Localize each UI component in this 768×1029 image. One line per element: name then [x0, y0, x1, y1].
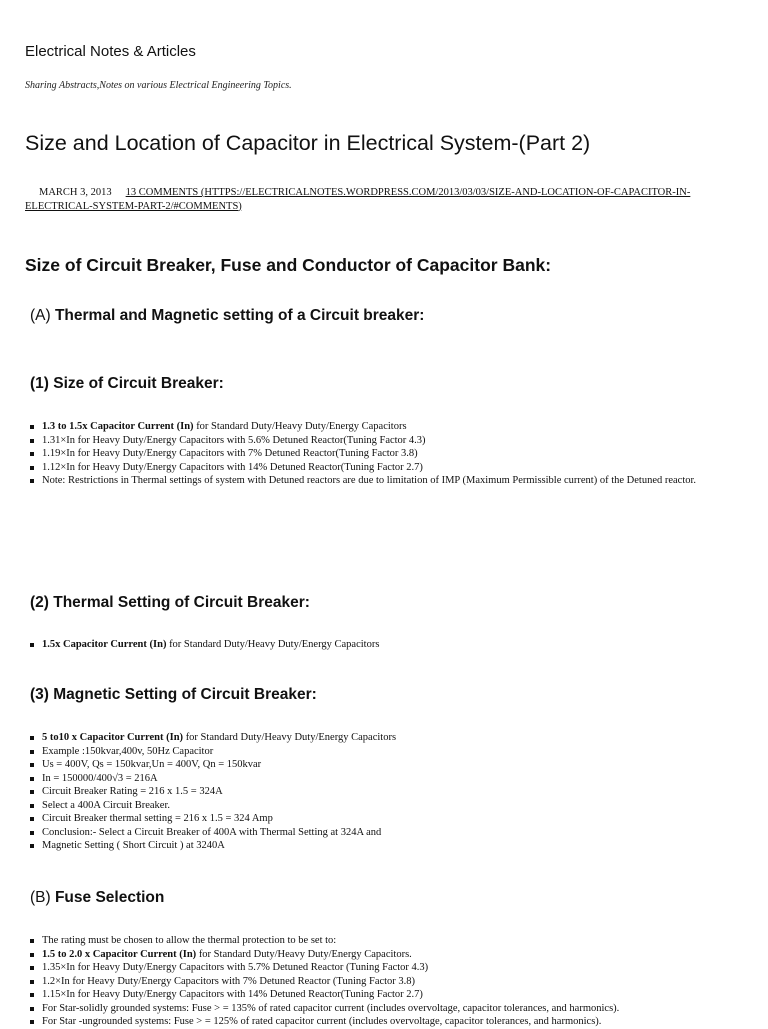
list-item	[28, 934, 728, 948]
list-item	[28, 812, 728, 826]
list-item	[28, 948, 728, 962]
list-item	[28, 745, 728, 759]
list-item-text: for Standard Duty/Heavy Duty/Energy Capacitors	[193, 421, 407, 432]
post-title: Size and Location of Capacitor in Electrical System-(Part 2)	[25, 131, 591, 155]
list-item-text: The rating must be chosen to allow the thermal protection to be set to:	[42, 935, 337, 946]
post-date: MARCH 3, 2013	[39, 187, 112, 198]
list-item	[28, 772, 728, 786]
list-item-text: For Star-solidly grounded systems: Fuse > = 135% of rated capacitor current (includes overvoltage, capacitor tolerances, and harmonics).	[42, 1002, 620, 1014]
list-item-text: Magnetic Setting ( Short Circuit ) at 3240A	[42, 840, 225, 851]
list-item-text: for Standard Duty/Heavy Duty/Energy Capacitors	[183, 732, 397, 743]
main-heading: Size of Circuit Breaker, Fuse and Conductor of Capacitor Bank:	[25, 255, 552, 275]
list-item	[28, 975, 728, 989]
list-item-emphasis: 1.3 to 1.5x Capacitor Current (In)	[42, 421, 194, 432]
sub2-list	[28, 638, 728, 652]
list-item-text: Circuit Breaker Rating = 216 x 1.5 = 324A	[42, 786, 223, 797]
site-tagline: Sharing Abstracts,Notes on various Electrical Engineering Topics.	[25, 80, 292, 91]
list-item-emphasis: 1.5 to 2.0 x Capacitor Current (In)	[42, 948, 197, 960]
list-item-text: 1.31×In for Heavy Duty/Energy Capacitors with 5.6% Detuned Reactor(Tuning Factor 4.3)	[42, 434, 426, 446]
list-item	[28, 799, 728, 813]
sub2-heading: (2) Thermal Setting of Circuit Breaker:	[30, 594, 310, 611]
list-item-emphasis: 5 to10 x Capacitor Current (In)	[42, 732, 184, 743]
list-item	[28, 638, 728, 652]
list-item-text: Select a 400A Circuit Breaker.	[42, 799, 171, 811]
list-item	[28, 447, 728, 461]
list-item	[28, 434, 728, 448]
list-item-text: Example :150kvar,400v, 50Hz Capacitor	[42, 745, 214, 757]
list-item-text: for Standard Duty/Heavy Duty/Energy Capacitors	[166, 639, 380, 650]
list-item-text: Conclusion:- Select a Circuit Breaker of 400A with Thermal Setting at 324A and	[42, 826, 382, 838]
sub1-list	[28, 420, 728, 488]
list-item-text: 1.2×In for Heavy Duty/Energy Capacitors with 7% Detuned Reactor (Tuning Factor 3.8)	[42, 975, 416, 987]
sub3-heading: (3) Magnetic Setting of Circuit Breaker:	[30, 686, 317, 703]
list-item	[28, 474, 728, 488]
list-item	[28, 826, 728, 840]
list-item-text: for Standard Duty/Heavy Duty/Energy Capacitors.	[196, 948, 412, 960]
list-item-emphasis: 1.5x Capacitor Current (In)	[42, 639, 167, 650]
section-a-title: Thermal and Magnetic setting of a Circuit breaker:	[54, 307, 425, 324]
comments-link[interactable]: 13 COMMENTS (HTTPS://ELECTRICALNOTES.WORDPRESS.COM/2013/03/03/SIZE-AND-LOCATION-OF-CAPACITOR-IN-ELECTRICAL-SYSTEM-PART-2/#COMMENTS)	[25, 187, 691, 212]
list-item	[28, 839, 728, 853]
section-b-title: Fuse Selection	[54, 889, 165, 906]
list-item-text: For Star -ungrounded systems: Fuse > = 125% of rated capacitor current (includes overvoltage, capacitor tolerances, and harmonics).	[42, 1016, 602, 1027]
sub3-list	[28, 731, 728, 853]
site-title[interactable]: Electrical Notes & Articles	[25, 43, 196, 60]
list-item-text: Us = 400V, Qs = 150kvar,Un = 400V, Qn = 150kvar	[42, 759, 262, 770]
section-a-heading	[30, 307, 424, 325]
list-item	[28, 785, 728, 799]
list-item-text: Note: Restrictions in Thermal settings of system with Detuned reactors are due to limitation of IMP (Maximum Permissible current) of the Detuned reactor.	[42, 475, 697, 486]
list-item-text: 1.19×In for Heavy Duty/Energy Capacitors with 7% Detuned Reactor(Tuning Factor 3.8)	[42, 448, 418, 459]
section-b-prefix: (B)	[30, 889, 55, 906]
section-b-heading	[30, 889, 164, 907]
post-meta	[25, 186, 743, 213]
list-item-text: In = 150000/400√3 = 216A	[42, 772, 158, 784]
list-item	[28, 461, 728, 475]
list-item	[28, 988, 728, 1002]
list-item	[28, 758, 728, 772]
list-item-text: 1.12×In for Heavy Duty/Energy Capacitors with 14% Detuned Reactor(Tuning Factor 2.7)	[42, 461, 423, 473]
section-a-prefix: (A)	[30, 307, 55, 324]
list-item	[28, 420, 728, 434]
list-item-text: 1.15×In for Heavy Duty/Energy Capacitors with 14% Detuned Reactor(Tuning Factor 2.7)	[42, 989, 423, 1000]
sub1-heading: (1) Size of Circuit Breaker:	[30, 375, 224, 392]
list-item-text: Circuit Breaker thermal setting = 216 x 1.5 = 324 Amp	[42, 813, 273, 824]
list-item	[28, 1015, 728, 1029]
list-item-text: 1.35×In for Heavy Duty/Energy Capacitors with 5.7% Detuned Reactor (Tuning Factor 4.3)	[42, 962, 429, 973]
list-item	[28, 1002, 728, 1016]
list-item	[28, 961, 728, 975]
list-item	[28, 731, 728, 745]
section-b-list	[28, 934, 728, 1029]
